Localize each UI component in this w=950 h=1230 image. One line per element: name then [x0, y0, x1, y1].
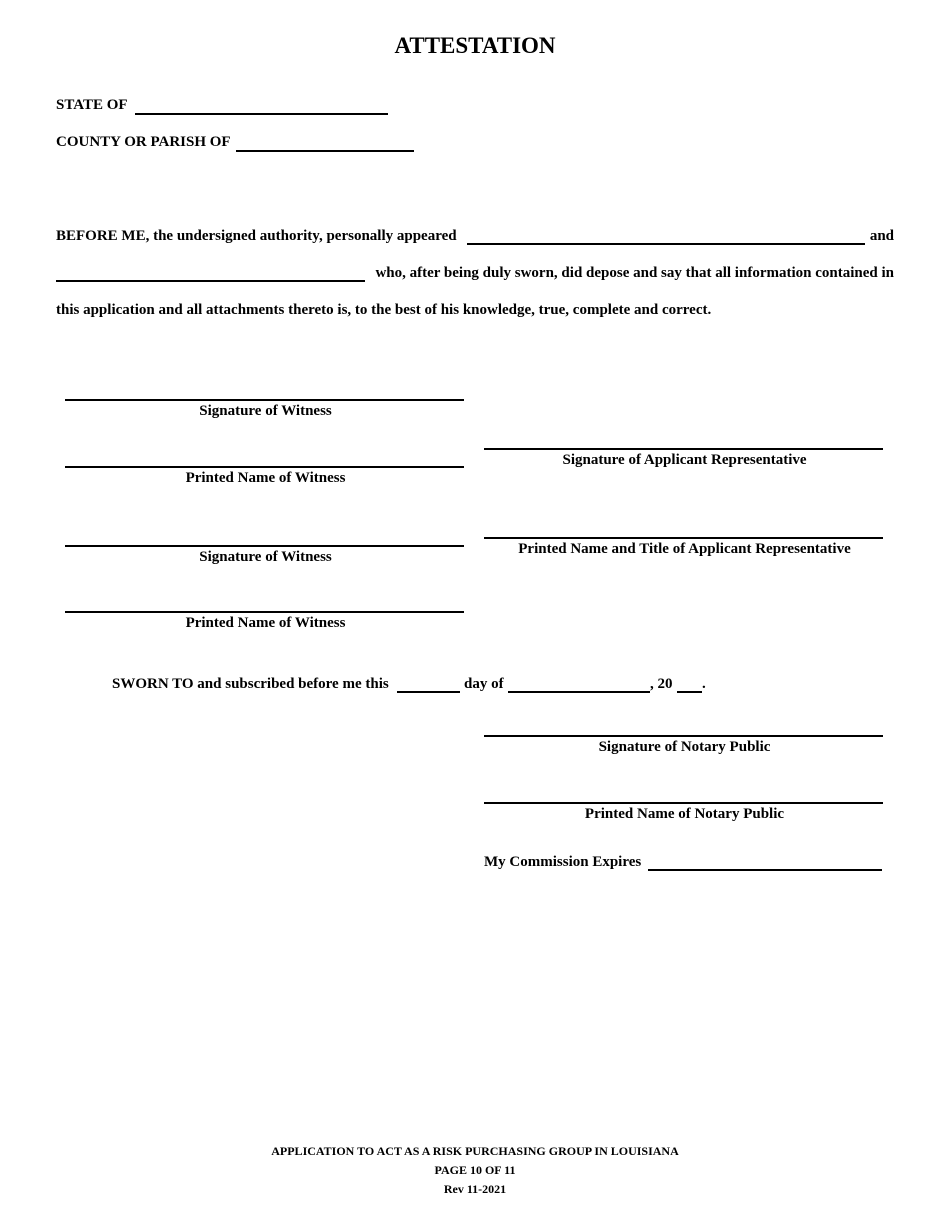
notary-signature-caption: Signature of Notary Public: [598, 739, 771, 755]
footer-application-title: APPLICATION TO ACT AS A RISK PURCHASING GROUP IN LOUISIANA: [271, 1144, 679, 1158]
witness-printed-name-caption-1: Printed Name of Witness: [185, 470, 346, 486]
sworn-day-of: day of: [464, 676, 504, 692]
applicant-signature-caption: Signature of Applicant Representative: [562, 452, 807, 468]
commission-label: My Commission Expires: [484, 854, 642, 870]
witness-signature-caption-2: Signature of Witness: [199, 549, 332, 565]
footer-page-number: PAGE 10 OF 11: [434, 1163, 516, 1177]
appeared-name-field-2[interactable]: [56, 280, 365, 282]
notary-printed-name-caption: Printed Name of Notary Public: [584, 806, 785, 822]
witness-signature-line-1[interactable]: [65, 399, 464, 401]
witness-signature-line-2[interactable]: [65, 545, 464, 547]
applicant-printed-name-caption: Printed Name and Title of Applicant Representative: [518, 541, 851, 557]
state-label: STATE OF: [56, 97, 128, 113]
applicant-printed-name-line[interactable]: [484, 537, 883, 539]
footer-revision: Rev 11-2021: [443, 1182, 507, 1196]
state-field[interactable]: [135, 113, 388, 115]
paragraph-line1-start: BEFORE ME, the undersigned authority, personally appeared: [56, 228, 457, 244]
notary-printed-name-line[interactable]: [484, 802, 883, 804]
paragraph-line3: this application and all attachments thereto is, to the best of his knowledge, true, complete and correct.: [56, 302, 712, 318]
sworn-month-field[interactable]: [508, 691, 650, 693]
sworn-period: .: [702, 676, 706, 692]
witness-printed-name-caption-2: Printed Name of Witness: [185, 615, 346, 631]
sworn-year-field[interactable]: [677, 691, 702, 693]
paragraph-line1-end: and: [869, 228, 894, 244]
county-field[interactable]: [236, 150, 414, 152]
notary-signature-line[interactable]: [484, 735, 883, 737]
sworn-prefix: SWORN TO and subscribed before me this: [112, 676, 389, 692]
witness-signature-caption-1: Signature of Witness: [199, 403, 332, 419]
witness-printed-name-line-1[interactable]: [65, 466, 464, 468]
appeared-name-field[interactable]: [467, 243, 865, 245]
commission-expires-field[interactable]: [648, 869, 882, 871]
page-title: ATTESTATION: [394, 33, 556, 58]
sworn-day-field[interactable]: [397, 691, 460, 693]
witness-printed-name-line-2[interactable]: [65, 611, 464, 613]
applicant-signature-line[interactable]: [484, 448, 883, 450]
paragraph-line2-end: who, after being duly sworn, did depose and say that all information contained in: [375, 265, 894, 281]
county-label: COUNTY OR PARISH OF: [56, 134, 231, 150]
sworn-year-prefix: , 20: [650, 676, 673, 692]
